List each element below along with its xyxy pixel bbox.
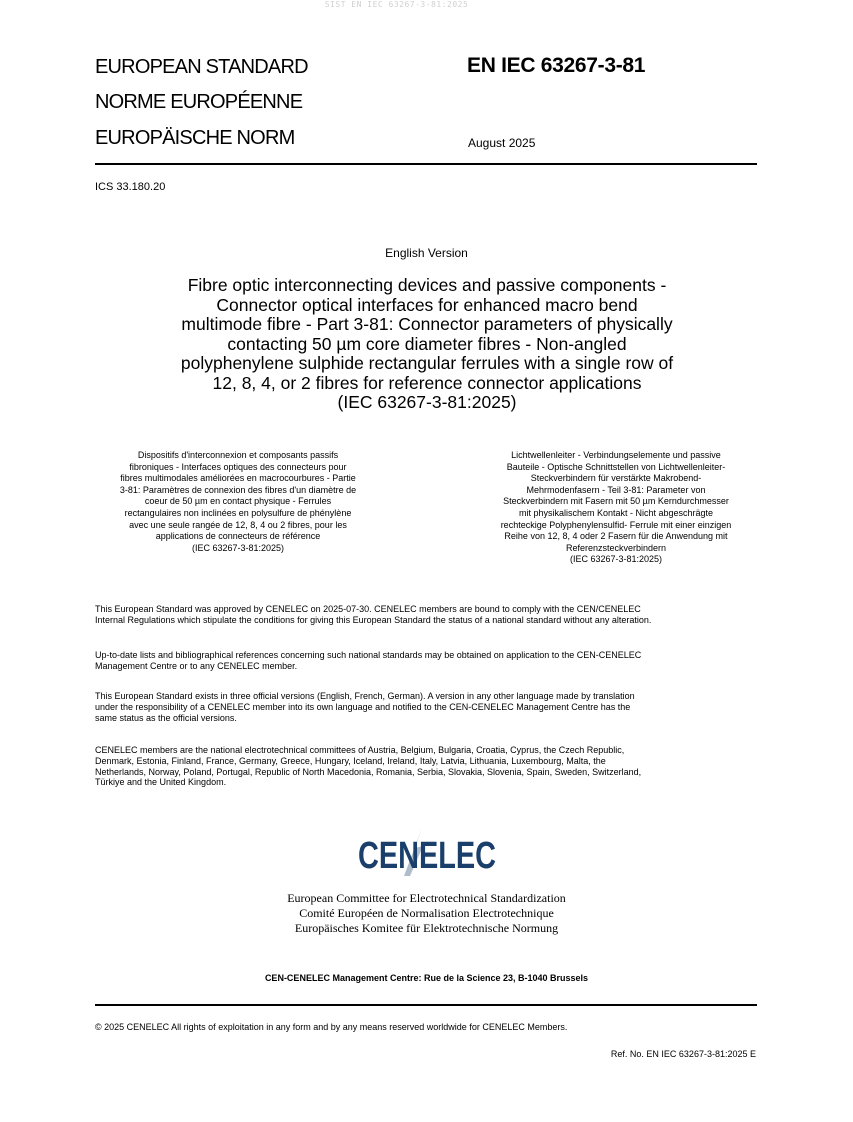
references-paragraph: [95, 650, 759, 672]
french-title-line: (IEC 63267-3-81:2025): [191, 542, 285, 553]
paragraph-line: Management Centre or to any CENELEC member.: [95, 660, 298, 671]
organization-name-en: European Committee for Electrotechnical Standardization: [287, 891, 566, 905]
standard-name-de: EUROPÄISCHE NORM: [95, 127, 295, 149]
cenelec-logo: [0, 826, 853, 883]
organization-name-fr: Comité Européen de Normalisation Electrotechnique: [299, 906, 554, 920]
title-line: (IEC 63267-3-81:2025): [337, 392, 517, 412]
german-title-line: Reihe von 12, 8, 4 oder 2 Fasern für die Anwendung mit: [504, 531, 728, 542]
title-line: Connector optical interfaces for enhanced macro bend: [216, 294, 638, 315]
german-title-line: mit physikalischem Kontakt - Nicht abgeschrägte: [518, 507, 714, 518]
french-title-line: Dispositifs d'interconnexion et composants passifs: [137, 450, 339, 460]
german-title-line: Steckverbindern mit Fasern mit 50 µm Kerndurchmesser: [503, 496, 729, 507]
versions-paragraph: [95, 691, 759, 723]
french-title-line: avec une seule rangée de 12, 8, 4 ou 2 fibres, pour les: [129, 519, 347, 530]
german-title-line: Referenzsteckverbindern: [565, 542, 667, 553]
approval-paragraph: [95, 604, 759, 626]
cenelec-logo-graphic: [352, 826, 502, 878]
reference-number: Ref. No. EN IEC 63267-3-81:2025 E: [610, 1049, 756, 1059]
french-title-line: fibres multimodales améliorées en macrocourbures - Partie: [120, 473, 356, 484]
ics-code: ICS 33.180.20: [95, 181, 166, 193]
paragraph-line: under the responsibility of a CENELEC member into its own language and notified to the CEN-CENELEC Management Centre has the: [95, 701, 631, 712]
paragraph-line: This European Standard was approved by CENELEC on 2025-07-30. CENELEC members are bound to comply with the CEN/CENELEC: [95, 604, 641, 614]
paragraph-line: This European Standard exists in three official versions (English, French, German). A version in any other language made by translation: [95, 691, 635, 701]
members-paragraph: [95, 745, 759, 788]
french-title-line: fibroniques - Interfaces optiques des connecteurs pour: [129, 461, 347, 472]
standard-name-en: EUROPEAN STANDARD: [95, 56, 308, 78]
german-title-line: Lichtwellenleiter - Verbindungselemente und passive: [511, 450, 721, 460]
header-divider: [95, 163, 757, 165]
paragraph-line: Up-to-date lists and bibliographical references concerning such national standards may be obtained on application to the CEN-CENELEC: [95, 650, 642, 660]
footer-divider: [95, 1004, 757, 1006]
paragraph-line: same status as the official versions.: [95, 712, 237, 723]
french-title-line: applications de connecteurs de référence: [155, 531, 321, 542]
standard-number: EN IEC 63267-3-81: [467, 54, 646, 77]
document-title: [148, 276, 706, 413]
watermark: SIST EN IEC 63267-3-81:2025: [324, 0, 469, 9]
paragraph-line: Netherlands, Norway, Poland, Portugal, Republic of North Macedonia, Romania, Serbia, Slovakia, Slovenia, Spain, Sweden, Switzerland,: [95, 766, 642, 777]
french-title: [94, 450, 382, 554]
german-title-line: rechteckige Polyphenylensulfid- Ferrule mit einer einzigen: [500, 519, 732, 530]
organization-name-de: Europäisches Komitee für Elektrotechnische Normung: [294, 921, 559, 935]
french-title-line: rectangulaires non inclinées en polysulfure de phénylène: [124, 507, 352, 518]
german-title-line: Steckverbindern für verstärkte Makrobend-: [530, 473, 702, 484]
organization-names: [0, 891, 853, 936]
german-title: [474, 450, 758, 566]
publication-date: August 2025: [468, 136, 536, 150]
title-line: multimode fibre - Part 3-81: Connector parameters of physically: [181, 314, 673, 334]
title-line: 12, 8, 4, or 2 fibres for reference connector applications: [212, 372, 642, 393]
copyright-notice: © 2025 CENELEC All rights of exploitation in any form and by any means reserved worldwide for CENELEC Members.: [95, 1022, 568, 1032]
title-line: Fibre optic interconnecting devices and passive components -: [187, 275, 667, 295]
management-centre-address: CEN-CENELEC Management Centre: Rue de la Science 23, B-1040 Brussels: [264, 973, 589, 983]
paragraph-line: Internal Regulations which stipulate the conditions for giving this European Standard the status of a national standard without any alteration.: [95, 614, 652, 625]
paragraph-line: Denmark, Estonia, Finland, France, Germany, Greece, Hungary, Iceland, Ireland, Italy, Latvia, Lithuania, Luxembourg, Malta, the: [95, 755, 606, 766]
logo-text: CENELEC: [357, 835, 496, 877]
language-version: English Version: [385, 246, 468, 260]
title-line: polyphenylene sulphide rectangular ferrules with a single row of: [180, 353, 674, 373]
paragraph-line: Türkiye and the United Kingdom.: [95, 777, 227, 788]
french-title-line: coeur de 50 µm en contact physique - Ferrules: [144, 496, 332, 507]
paragraph-line: CENELEC members are the national electrotechnical committees of Austria, Belgium, Bulgaria, Croatia, Cyprus, the Czech Republic,: [95, 745, 625, 755]
german-title-line: Mehrmodenfasern - Teil 3-81: Parameter von: [526, 484, 706, 495]
german-title-line: Bauteile - Optische Schnittstellen von Lichtwellenleiter-: [506, 461, 726, 472]
title-line: contacting 50 µm core diameter fibres - Non-angled: [227, 333, 627, 354]
german-title-line: (IEC 63267-3-81:2025): [569, 554, 663, 565]
standard-name-fr: NORME EUROPÉENNE: [95, 91, 303, 113]
french-title-line: 3-81: Paramètres de connexion des fibres d'un diamètre de: [119, 484, 357, 495]
